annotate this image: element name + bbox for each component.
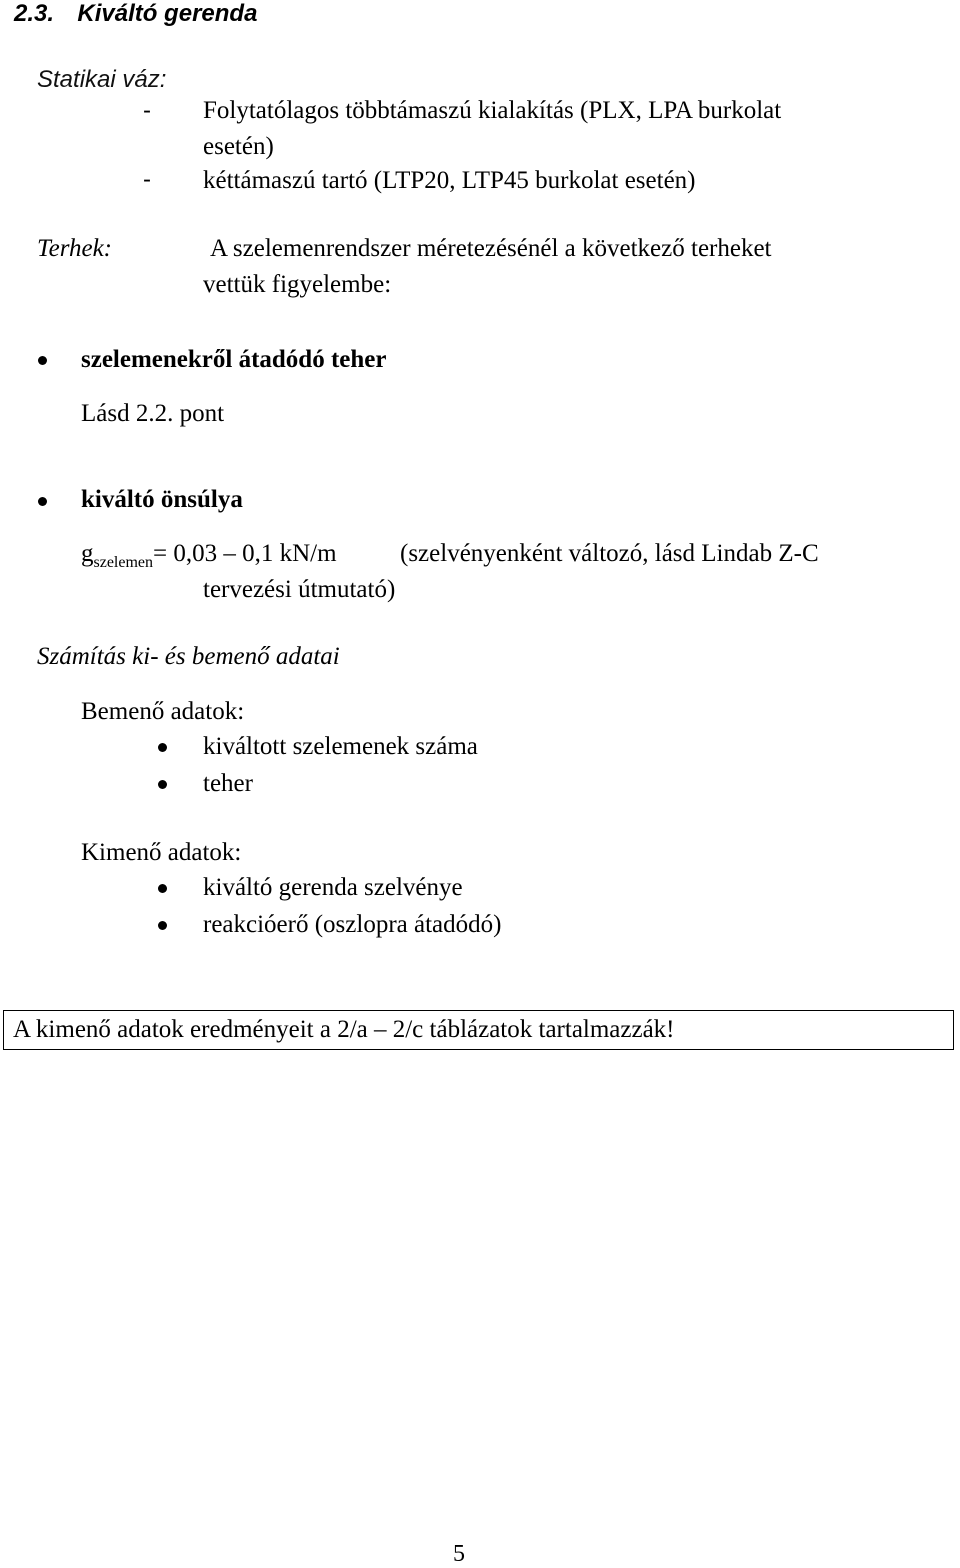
bullet-icon — [38, 497, 47, 506]
section-title: Kiváltó gerenda — [77, 0, 258, 27]
load-title-2: kiváltó önsúlya — [81, 486, 243, 513]
formula-note-line-1: (szelvényenként változó, lásd Lindab Z-C — [400, 540, 819, 567]
terhek-label: Terhek: — [37, 235, 112, 262]
bullet-icon — [38, 356, 47, 365]
bullet-icon — [158, 780, 167, 789]
statikai-label: Statikai váz: — [37, 66, 167, 93]
terhek-text-line-1: A szelemenrendszer méretezésénél a következő terheket — [210, 235, 772, 262]
output-label: Kimenő adatok: — [81, 839, 242, 866]
formula-symbol: g — [81, 540, 94, 567]
page-number: 5 — [453, 1541, 465, 1567]
terhek-text-line-2: vettük figyelembe: — [203, 271, 392, 298]
section-heading — [14, 0, 257, 28]
formula-expression: = 0,03 – 0,1 kN/m — [153, 540, 337, 567]
input-label: Bemenő adatok: — [81, 698, 245, 725]
formula-subscript: szelemen — [93, 554, 154, 571]
input-item-1: kiváltott szelemenek száma — [203, 733, 478, 760]
summary-text: A kimenő adatok eredményeit a 2/a – 2/c táblázatok tartalmazzák! — [13, 1016, 675, 1043]
bullet-icon — [158, 884, 167, 893]
input-item-2: teher — [203, 770, 253, 797]
dash-marker: - — [143, 97, 151, 124]
bullet-icon — [158, 743, 167, 752]
summary-box — [3, 1010, 954, 1050]
load-text-1: Lásd 2.2. pont — [81, 400, 225, 427]
load-title-1: szelemenekről átadódó teher — [81, 346, 387, 373]
calc-title: Számítás ki- és bemenő adatai — [37, 643, 340, 670]
dash-marker: - — [143, 166, 151, 193]
output-item-2: reakcióerő (oszlopra átadódó) — [203, 911, 502, 938]
formula-note-line-2: tervezési útmutató) — [203, 576, 396, 603]
bullet-icon — [158, 921, 167, 930]
section-number: 2.3. — [14, 0, 55, 27]
output-item-1: kiváltó gerenda szelvénye — [203, 874, 463, 901]
statikai-item-2: kéttámaszú tartó (LTP20, LTP45 burkolat esetén) — [203, 167, 696, 194]
statikai-item-1-line-1: Folytatólagos többtámaszú kialakítás (PLX, LPA burkolat — [203, 97, 782, 124]
formula — [81, 539, 337, 572]
statikai-item-1-line-2: esetén) — [203, 133, 274, 160]
